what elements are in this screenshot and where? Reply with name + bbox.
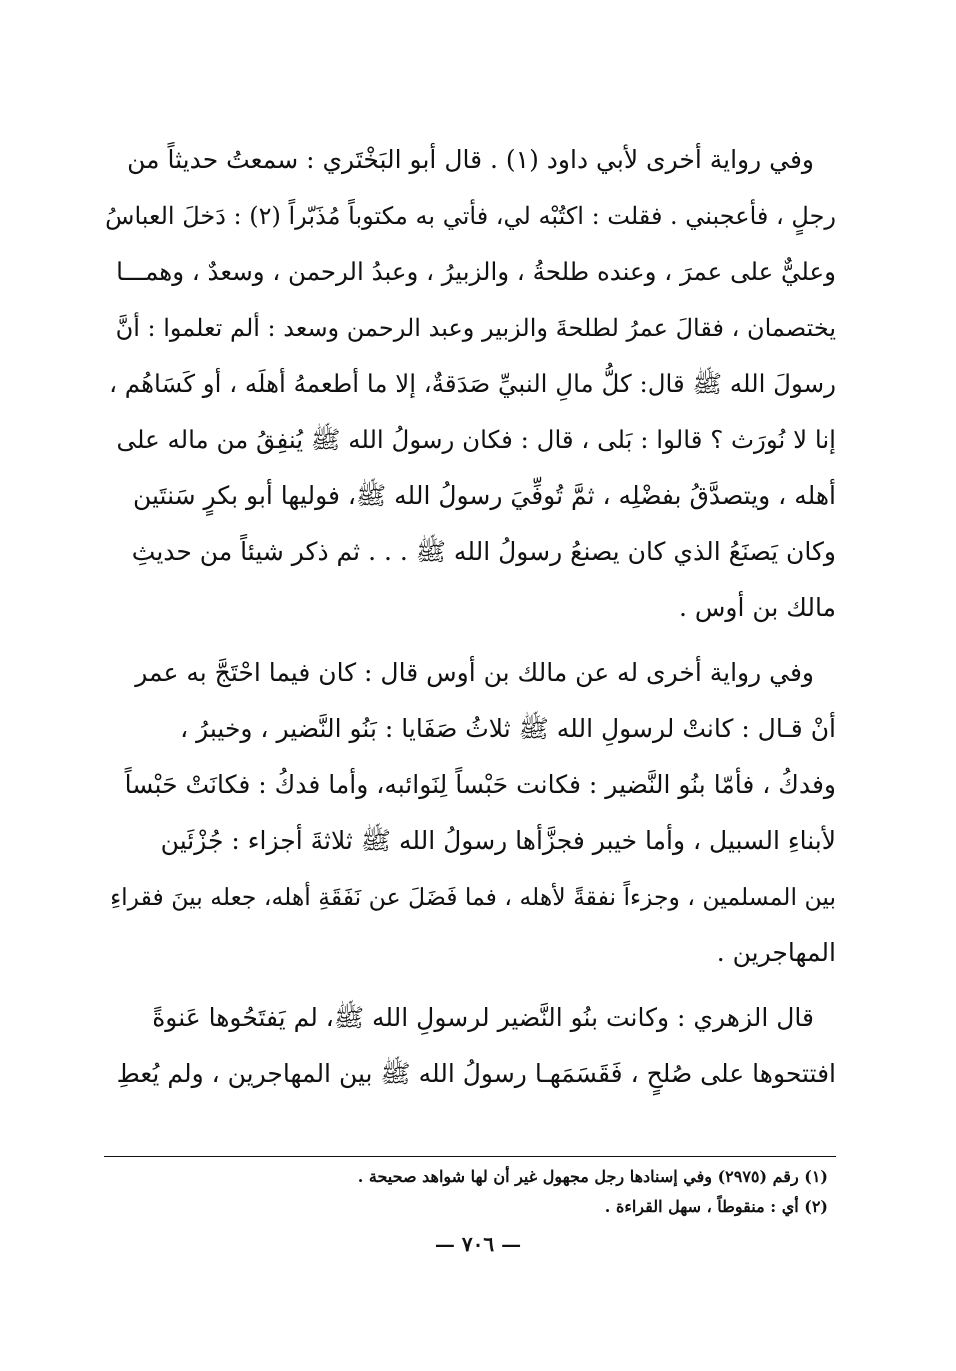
paragraph-2 <box>104 645 836 981</box>
footnotes <box>104 1162 836 1222</box>
text-line: مالك بن أوس . <box>678 593 836 622</box>
text-line: بين المسلمين ، وجزءاً نفقةً لأهله ، فما فَضَلَ عن نَفَقَةِ أهله، جعله بينَ فقراءِ <box>110 883 836 911</box>
text-line: افتتحوها على صُلحٍ ، فَقَسَمَهـا رسولُ الله ﷺ بين المهاجرين ، ولم يُعطِ <box>116 1059 836 1088</box>
text-line: وعليٌّ على عمرَ ، وعنده طلحةُ ، والزبيرُ ، وعبدُ الرحمن ، وسعدٌ ، وهمـــا <box>116 257 836 286</box>
text-line: لأبناءِ السبيل ، وأما خيبر فجزَّأها رسولُ الله ﷺ ثلاثةَ أجزاء : جُزْئَين <box>160 826 836 855</box>
paragraph-1 <box>104 132 836 636</box>
text-line: وفي رواية أخرى لأبي داود (١) . قال أبو البَخْتَري : سمعتُ حديثاً من <box>127 145 814 174</box>
text-line: رجلٍ ، فأعجبني . فقلت : اكتُبْه لي، فأتي به مكتوباً مُذَبّراً (٢) : دَخلَ العباسُ <box>105 202 836 230</box>
text-line: وفدكُ ، فأمّا بنُو النَّضير : فكانت حَبْساً لِنَوائبه، وأما فدكُ : فكانَتْ حَبْساً <box>124 770 836 799</box>
text-line: أهله ، ويتصدَّقُ بفضْلِه ، ثمَّ تُوفِّيَ رسولُ الله ﷺ، فوليها أبو بكرٍ سَنتَين <box>132 481 836 510</box>
text-line: إنا لا نُورَث ؟ قالوا : بَلى ، قال : فكان رسولُ الله ﷺ يُنفِقُ من ماله على <box>116 425 836 454</box>
text-line: يختصمان ، فقالَ عمرُ لطلحةَ والزبير وعبد الرحمن وسعد : ألم تعلموا : أنَّ <box>115 314 836 342</box>
paragraph-3 <box>104 990 836 1102</box>
text-line: وفي رواية أخرى له عن مالك بن أوس قال : كان فيما احْتَجَّ به عمر <box>135 658 814 687</box>
text-line: أنْ قـال : كانتْ لرسولِ الله ﷺ ثلاثُ صَفَايا : بَنُو النَّضير ، وخيبرُ ، <box>180 714 836 743</box>
paragraph-gap <box>104 636 836 645</box>
text-line: رسولَ الله ﷺ قال: كلُّ مالِ النبيِّ صَدَقةٌ، إلا ما أطعمهُ أهلَه ، أو كَسَاهُم ، <box>109 369 836 398</box>
paragraph-gap <box>104 981 836 990</box>
footnote-separator <box>104 1156 836 1157</box>
text-line: قال الزهري : وكانت بنُو النَّضير لرسولِ الله ﷺ، لم يَفتَحُوها عَنوةً <box>152 1003 814 1032</box>
text-line: وكان يَصنَعُ الذي كان يصنعُ رسولُ الله ﷺ . . . ثم ذكر شيئاً من حديثِ <box>131 537 836 566</box>
footnote-2: (٢) أي : منقوطاً ، سهل القراءة . <box>604 1197 828 1216</box>
text-line: المهاجرين . <box>716 938 836 967</box>
main-text <box>104 132 836 1102</box>
footnote-1: (١) رقم (٢٩٧٥) وفي إسنادها رجل مجهول غير أن لها شواهد صحيحة . <box>357 1167 828 1186</box>
page-number: — ٧٠٦ — <box>434 1232 522 1256</box>
